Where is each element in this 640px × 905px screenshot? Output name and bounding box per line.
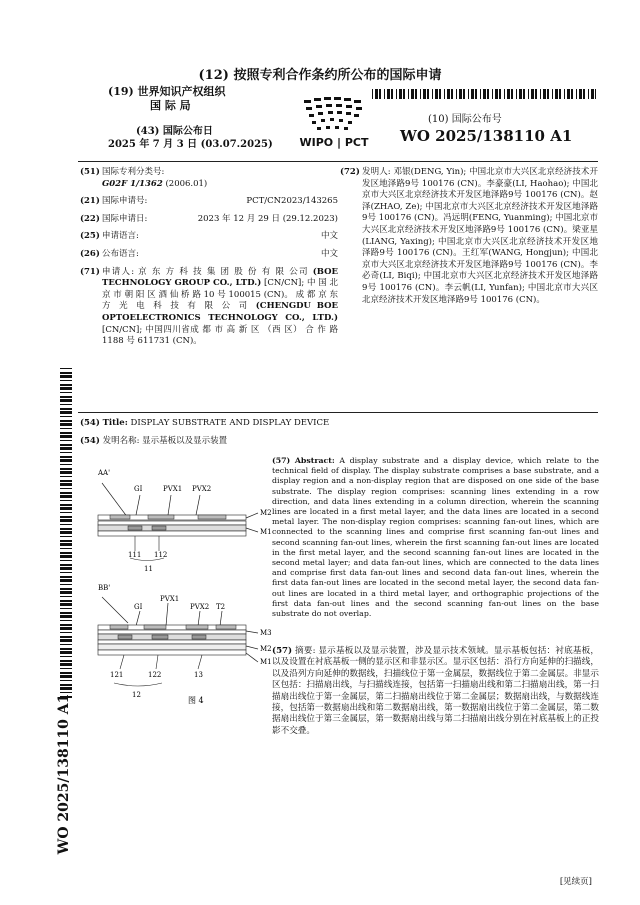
divider bbox=[78, 412, 598, 413]
label-m1-top: M1 bbox=[260, 528, 272, 536]
filing-date-row: (22) 国际申请日: 2023 年 12 月 29 日 (29.12.2023) bbox=[80, 213, 338, 224]
barcode-top-icon bbox=[372, 89, 596, 99]
applicants-row: (71) 申请人: 京 东 方 科 技 集 团 股 份 有 限 公司 (BOE TECHNOLOGY GROUP CO., LTD.) [CN/CN]; 中 国 北 京 市 朝 阳 区 酒 仙 桥 路 10 号 100015 (CN)。 成 都 京 东 方 光 电 科 技 有 限 公 司 (CHENGDU BOE OPTOELECTRONICS TECHNOLOGY CO., LTD.) [CN/CN]; 中国四川省成 都 市 高 新 区 （西 区） 合 作 路 1188 号 611731 (CN)。 bbox=[80, 266, 339, 347]
label-122: 122 bbox=[148, 671, 162, 679]
section-label-bb: BB' bbox=[98, 584, 111, 592]
ipc-value: G02F 1/1362 bbox=[102, 178, 163, 189]
label-121: 121 bbox=[110, 671, 124, 679]
label-m1-bottom: M1 bbox=[260, 658, 272, 666]
publication-number-block bbox=[400, 110, 572, 145]
abstract-english: (57) Abstract: A display substrate and a display device, which relate to the technical field of display. The display substrate comprises a base substrate, and a display region and a non-display region that are disposed on one side of the base substrate. The display region comprises: scanning lines extending in a row direction, and data lines extending in a column direction, wherein the scanning lines are located in a first metal layer, and the data lines are located in a second metal layer. The non-display region comprises: scanning fan-out lines, which are connected to the scanning lines and comprise first scanning fan-out lines and second scanning fan-out lines, wherein the first scanning fan-out lines are located in the first metal layer, and the second scanning fan-out lines are located in the second metal layer; and data fan-out lines, which are connected to the data lines and comprise first data fan-out lines and second data fan-out lines, wherein the first data fan-out lines are located in the second metal layer, the second data fan-out lines are located in a third metal layer, and orthographic projections of the first data fan-out lines and the second scanning fan-out lines on the base substrate do not overlap. bbox=[272, 456, 599, 619]
wipo-text: WIPO | PCT bbox=[299, 136, 369, 149]
section-label-aa: AA' bbox=[98, 469, 111, 477]
organization-name: (19) 世界知识产权组织 bbox=[108, 85, 226, 98]
publication-language-row: (26) 公布语言: 中文 bbox=[80, 248, 338, 259]
figure-caption: 图 4 bbox=[188, 696, 204, 705]
applicant-1-en: (BOE TECHNOLOGY GROUP CO., LTD.) bbox=[102, 266, 339, 289]
barcode-side-icon bbox=[60, 368, 72, 698]
label-gi-bottom: GI bbox=[134, 603, 143, 611]
applicant-2-en: (CHENGDU BOE OPTOELECTRONICS TECHNOLOGY CO., LTD.) bbox=[102, 301, 339, 323]
publication-date-value: 2025 年 7 月 3 日 (03.07.2025) bbox=[108, 139, 273, 150]
continued-note: [见续页] bbox=[559, 877, 592, 887]
label-pvx1-top: PVX1 bbox=[163, 485, 183, 493]
label-gi-top: GI bbox=[134, 485, 143, 493]
label-11: 11 bbox=[144, 565, 153, 573]
label-pvx1-bottom: PVX1 bbox=[160, 595, 180, 603]
label-m2-bottom: M2 bbox=[260, 645, 272, 653]
label-pvx2-top: PVX2 bbox=[192, 485, 212, 493]
label-m2-top: M2 bbox=[260, 509, 272, 517]
label-111: 111 bbox=[128, 551, 142, 559]
publication-number-value: WO 2025/138110 A1 bbox=[400, 127, 573, 145]
label-13: 13 bbox=[194, 671, 203, 679]
publication-date-label: (43) 国际公布日 bbox=[136, 126, 213, 137]
publication-number-label: (10) 国际公布号 bbox=[428, 114, 502, 125]
label-t2: T2 bbox=[216, 603, 226, 611]
publication-date-block bbox=[108, 125, 273, 151]
title-english: (54) Title: DISPLAY SUBSTRATE AND DISPLAY DEVICE bbox=[80, 418, 330, 428]
title-chinese-value: 显示基板以及显示装置 bbox=[142, 436, 228, 446]
abstract-chinese-text: 显示基板以及显示装置，涉及显示技术领域。显示基板包括：衬底基板，以及设置在衬底基板一侧的显示区和非显示区。显示区包括：沿行方向延伸的扫描线，以及沿列方向延伸的数据线，扫描线位于第一金属层，数据线位于第二金属层。非显示区包括：扫描扇出线，与扫描线连接，包括第一扫描扇出线和第二扫描扇出线，第一扫描扇出线位于第一金属层，第二扫描扇出线位于第二金属层；数据扇出线，与数据线连接，包括第一数据扇出线和第二数据扇出线，第一数据扇出线位于第二金属层，第二数据扇出线位于第三金属层，第一数据扇出线与第二扫描扇出线分别在衬底基板上的正投影不交叠。 bbox=[272, 646, 599, 736]
label-pvx2-bottom: PVX2 bbox=[190, 603, 210, 611]
abstract-english-text: A display substrate and a display device, which relate to the technical field of display. The display substrate comprises a base substrate, and a display region and a non-display region that are disposed on one side of the base substrate. The display region comprises: scanning lines extending in a row direction, and data lines extending in a column direction, wherein the scanning lines are located in a first metal layer, and the data lines are located in a second metal layer. The non-display region comprises: scanning fan-out lines, which are connected to the scanning lines and comprise first scanning fan-out lines and second scanning fan-out lines, wherein the first scanning fan-out lines are located in the first metal layer, and the second scanning fan-out lines are located in the second metal layer; and data fan-out lines, which are connected to the data lines and comprise first data fan-out lines and second data fan-out lines, wherein the first data fan-out lines are located in the second metal layer, the second data fan-out lines are located in a third metal layer, and orthographic projections of the first data fan-out lines and the second scanning fan-out lines on the base substrate do not overlap. bbox=[272, 456, 599, 619]
representative-figure bbox=[88, 463, 278, 763]
bibliographic-left-column bbox=[80, 167, 338, 354]
label-12: 12 bbox=[132, 691, 141, 699]
applicant-1: 申请人: 京 东 方 科 技 集 团 股 份 有 限 公司 bbox=[102, 266, 309, 277]
wipo-logo bbox=[298, 96, 370, 152]
ipc-row: (51) 国际专利分类号: G02F 1/1362 (2006.01) bbox=[80, 167, 338, 190]
organization-bureau: 国 际 局 bbox=[150, 99, 191, 112]
abstract-chinese: (57) 摘要: 显示基板以及显示装置，涉及显示技术领域。显示基板包括：衬底基板，以及设置在衬底基板一侧的显示区和非显示区。显示区包括：沿行方向延伸的扫描线，以及沿列方向延伸的数据线，扫描线位于第一金属层，数据线位于第二金属层。非显示区包括：扫描扇出线，与扫描线连接，包括第一扫描扇出线和第二扫描扇出线，第一扫描扇出线位于第一金属层，第二扫描扇出线位于第二金属层；数据扇出线，与数据线连接，包括第一数据扇出线和第二数据扇出线，第一数据扇出线位于第二金属层，第二数据扇出线位于第三金属层，第一数据扇出线与第二扫描扇出线分别在衬底基板上的正投影不交叠。 bbox=[272, 646, 599, 736]
filing-date-value: 2023 年 12 月 29 日 (29.12.2023) bbox=[197, 213, 338, 224]
side-publication-number: WO 2025/138110 A1 bbox=[56, 693, 72, 855]
organization-block bbox=[108, 85, 268, 113]
application-number-value: PCT/CN2023/143265 bbox=[246, 196, 338, 207]
application-number-row: (21) 国际申请号: PCT/CN2023/143265 bbox=[80, 196, 338, 207]
ipc-label: 国际专利分类号: bbox=[102, 167, 165, 177]
title-chinese: (54) 发明名称: 显示基板以及显示装置 bbox=[80, 436, 228, 446]
application-language-row: (25) 申请语言: 中文 bbox=[80, 231, 338, 242]
label-112: 112 bbox=[154, 551, 168, 559]
label-m3: M3 bbox=[260, 629, 272, 637]
inventors-text: 发明人: 邓银(DENG, Yin); 中国北京市大兴区北京经济技术开发区地泽路9号 100176 (CN)。李豪豪(LI, Haohao); 中国北京市大兴区北京经济技术开发区地泽路9号 100176 (CN)。赵泽(ZHAO, Ze); 中国北京市大兴区北京经济技术开发区地泽路9号 100176 (CN)。冯远明(FENG, Yuanming); 中国北京市大兴区北京经济技术开发区地泽路9号 100176 (CN)。梁亚星(LIANG, Yaxing); 中国北京市大兴区北京经济技术开发区地泽路9号 100176 (CN)。王红军(WANG, Hongjun); 中国北京市大兴区北京经济技术开发区地泽路9号 100176 (CN)。李必奇(LI, Biqi); 中国北京市大兴区北京经济技术开发区地泽路9号 100176 (CN)。李云帆(LI, Yunfan); 中国北京市大兴区北京经济技术开发区地泽路9号 100176 (CN)。 bbox=[362, 167, 598, 305]
bibliographic-right-column bbox=[340, 167, 598, 312]
ipc-year: (2006.01) bbox=[165, 178, 208, 189]
title-english-value: DISPLAY SUBSTRATE AND DISPLAY DEVICE bbox=[130, 418, 330, 428]
inventors-row: (72) 发明人: 邓银(DENG, Yin); 中国北京市大兴区北京经济技术开发区地泽路9号 100176 (CN)。李豪豪(LI, Haohao); 中国北京市大兴区北京经济技术开发区地泽路9号 100176 (CN)。赵泽(ZHAO, Ze); 中国北京市大兴区北京经济技术开发区地泽路9号 100176 (CN)。冯远明(FENG, Yuanming); 中国北京市大兴区北京经济技术开发区地泽路9号 100176 (CN)。梁亚星(LIANG, Yaxing); 中国北京市大兴区北京经济技术开发区地泽路9号 100176 (CN)。王红军(WANG, Hongjun); 中国北京市大兴区北京经济技术开发区地泽路9号 100176 (CN)。李必奇(LI, Biqi); 中国北京市大兴区北京经济技术开发区地泽路9号 100176 (CN)。李云帆(LI, Yunfan); 中国北京市大兴区北京经济技术开发区地泽路9号 100176 (CN)。 bbox=[340, 167, 598, 305]
document-title: (12) 按照专利合作条约所公布的国际申请 bbox=[198, 68, 442, 83]
divider bbox=[78, 161, 598, 162]
